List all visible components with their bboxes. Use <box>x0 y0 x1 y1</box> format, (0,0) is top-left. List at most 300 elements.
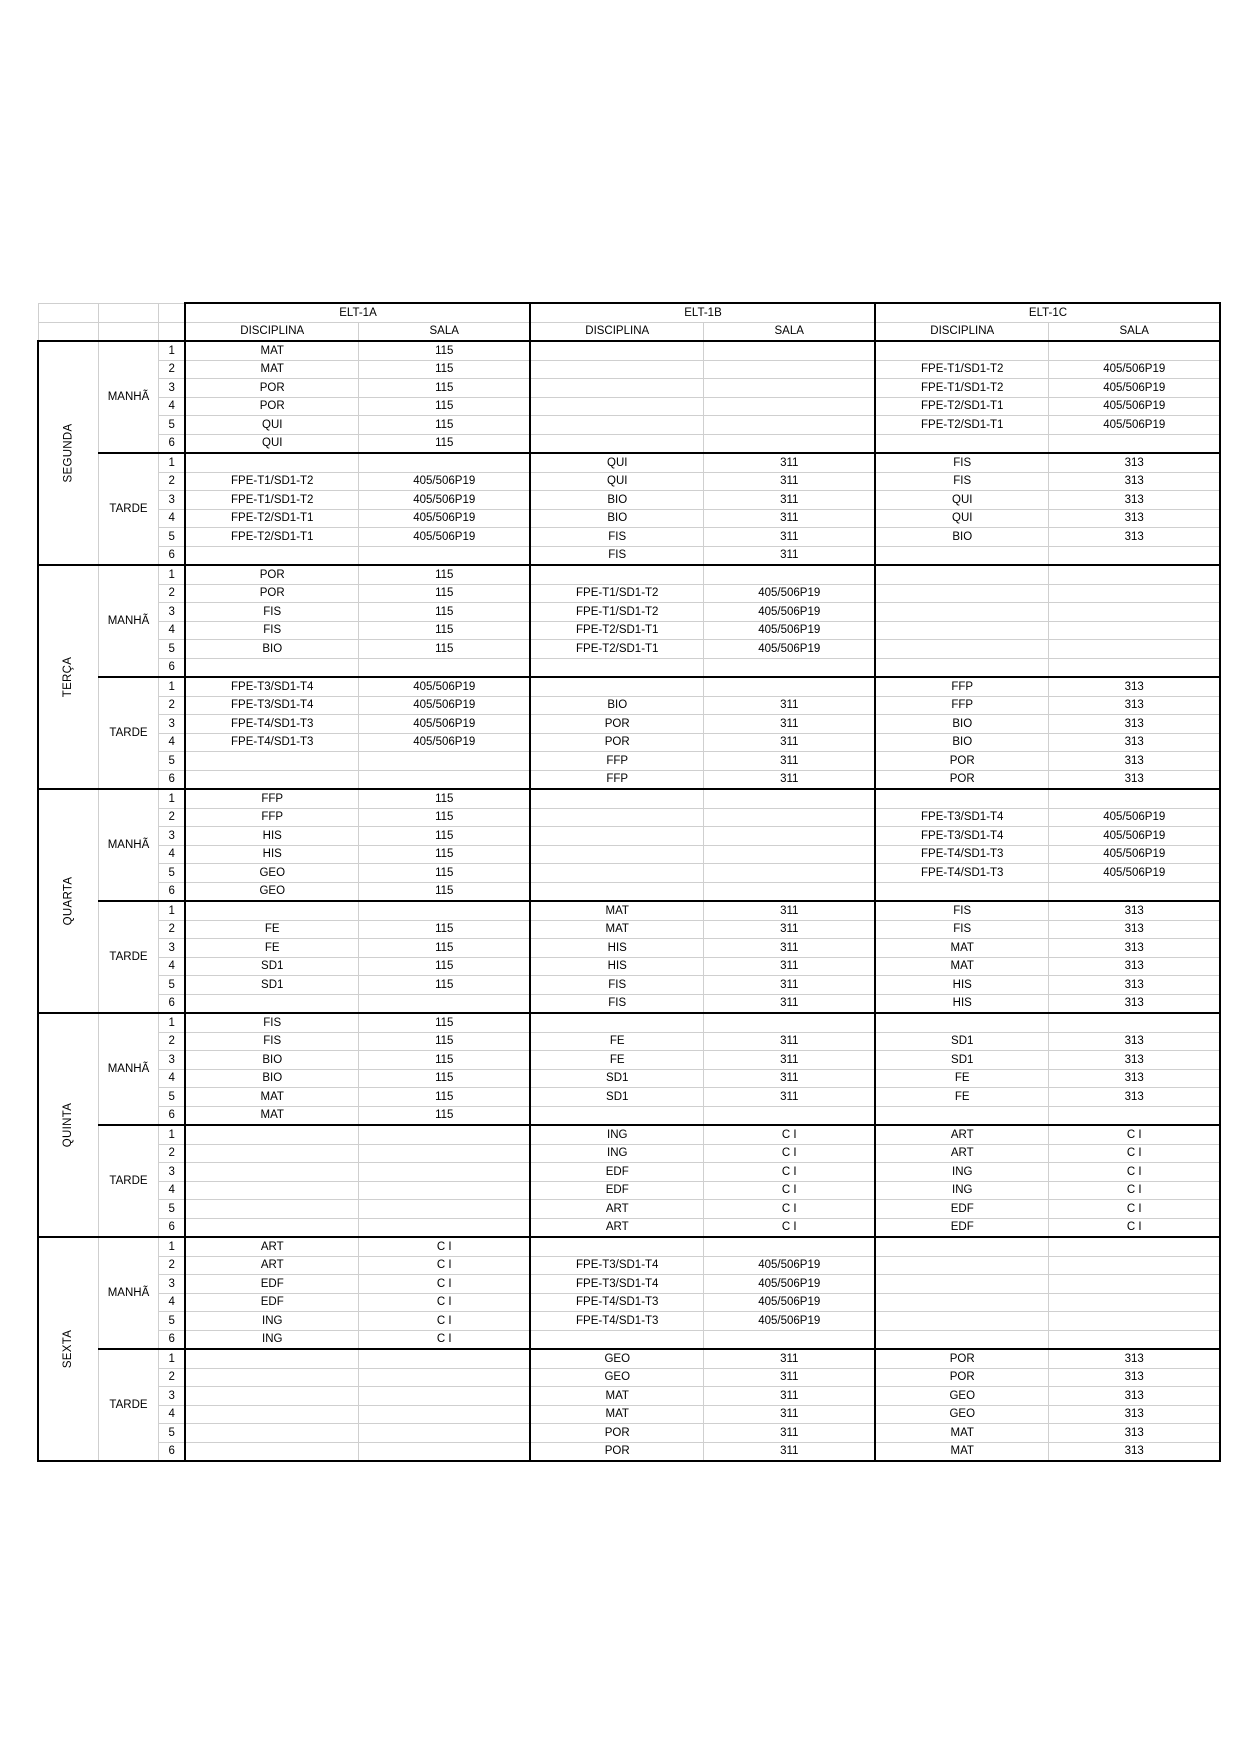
sala-cell: 311 <box>703 528 875 547</box>
sala-cell: 405/506P19 <box>358 696 530 715</box>
disciplina-cell <box>875 789 1048 808</box>
table-row <box>38 546 1220 565</box>
disciplina-cell: FPE-T2/SD1-T1 <box>185 509 358 528</box>
disciplina-cell <box>185 1424 358 1443</box>
sala-cell <box>358 658 530 677</box>
disciplina-cell: FIS <box>530 546 703 565</box>
disciplina-cell: BIO <box>530 509 703 528</box>
sala-cell: 115 <box>358 341 530 360</box>
shift-label: TARDE <box>98 1125 158 1237</box>
disciplina-cell <box>875 882 1048 901</box>
disciplina-cell: MAT <box>530 1405 703 1424</box>
disciplina-cell: MAT <box>875 939 1048 958</box>
disciplina-cell <box>530 808 703 827</box>
sala-cell: C I <box>1048 1144 1220 1163</box>
table-row <box>38 957 1220 976</box>
sala-cell: 115 <box>358 827 530 846</box>
disciplina-cell: ART <box>530 1200 703 1219</box>
period-number: 4 <box>158 1405 185 1424</box>
disciplina-cell: BIO <box>530 491 703 510</box>
sala-cell: 115 <box>358 416 530 435</box>
disciplina-cell: POR <box>875 1349 1048 1368</box>
disciplina-cell: FPE-T2/SD1-T1 <box>530 640 703 659</box>
sala-cell <box>703 882 875 901</box>
sala-cell <box>1048 658 1220 677</box>
disciplina-cell: FPE-T4/SD1-T3 <box>875 864 1048 883</box>
sala-cell <box>1048 789 1220 808</box>
period-number: 6 <box>158 770 185 789</box>
disciplina-cell: POR <box>875 752 1048 771</box>
period-number: 4 <box>158 1293 185 1312</box>
disciplina-cell <box>530 1106 703 1125</box>
sala-cell: C I <box>1048 1181 1220 1200</box>
disciplina-cell: GEO <box>875 1405 1048 1424</box>
disciplina-cell <box>875 1106 1048 1125</box>
disciplina-cell: EDF <box>185 1275 358 1294</box>
sala-cell: 115 <box>358 603 530 622</box>
disciplina-cell <box>185 1387 358 1406</box>
disciplina-cell: SD1 <box>875 1051 1048 1070</box>
disciplina-cell: HIS <box>875 994 1048 1013</box>
sala-cell: 313 <box>1048 1349 1220 1368</box>
period-number: 1 <box>158 453 185 472</box>
period-number: 5 <box>158 752 185 771</box>
sala-cell: C I <box>358 1237 530 1256</box>
disciplina-cell <box>530 1330 703 1349</box>
sala-cell: 115 <box>358 939 530 958</box>
sala-cell <box>358 546 530 565</box>
sala-cell <box>358 770 530 789</box>
disciplina-cell: FE <box>530 1051 703 1070</box>
table-row <box>38 1125 1220 1144</box>
sala-cell <box>703 1106 875 1125</box>
disciplina-cell <box>530 379 703 398</box>
disciplina-cell <box>530 397 703 416</box>
period-number: 5 <box>158 1088 185 1107</box>
disciplina-cell <box>185 1218 358 1237</box>
disciplina-cell <box>185 546 358 565</box>
disciplina-cell: MAT <box>875 957 1048 976</box>
sala-cell: 311 <box>703 715 875 734</box>
table-row <box>38 827 1220 846</box>
sala-cell: 311 <box>703 1387 875 1406</box>
sala-cell: 115 <box>358 360 530 379</box>
disciplina-cell <box>530 658 703 677</box>
period-number: 1 <box>158 901 185 920</box>
disciplina-cell <box>185 770 358 789</box>
sala-cell: 311 <box>703 920 875 939</box>
disciplina-cell <box>875 1293 1048 1312</box>
disciplina-cell: GEO <box>875 1387 1048 1406</box>
day-label-cell <box>38 1013 98 1237</box>
disciplina-cell <box>185 901 358 920</box>
sala-cell <box>1048 1275 1220 1294</box>
sala-cell: 115 <box>358 1106 530 1125</box>
table-row <box>38 565 1220 584</box>
disciplina-cell: HIS <box>185 827 358 846</box>
table-row <box>38 1088 1220 1107</box>
class-header: ELT-1A <box>185 303 530 322</box>
disciplina-cell: BIO <box>185 1069 358 1088</box>
table-row <box>38 1069 1220 1088</box>
disciplina-cell: ING <box>875 1163 1048 1182</box>
disciplina-cell <box>185 1368 358 1387</box>
table-row <box>38 509 1220 528</box>
sala-cell: 313 <box>1048 1405 1220 1424</box>
disciplina-cell: BIO <box>875 715 1048 734</box>
table-row <box>38 1163 1220 1182</box>
period-number: 3 <box>158 1275 185 1294</box>
disciplina-cell: QUI <box>530 472 703 491</box>
sala-cell: 405/506P19 <box>703 1256 875 1275</box>
period-number: 3 <box>158 1051 185 1070</box>
sala-cell: C I <box>358 1275 530 1294</box>
period-number: 5 <box>158 528 185 547</box>
disciplina-cell: ING <box>875 1181 1048 1200</box>
table-row <box>38 920 1220 939</box>
period-number: 1 <box>158 1349 185 1368</box>
sala-cell <box>703 397 875 416</box>
period-number: 2 <box>158 920 185 939</box>
period-number: 5 <box>158 416 185 435</box>
sala-cell: C I <box>703 1144 875 1163</box>
sala-cell <box>1048 1013 1220 1032</box>
period-number: 3 <box>158 1387 185 1406</box>
disciplina-cell <box>875 546 1048 565</box>
sala-cell <box>358 752 530 771</box>
sala-cell: 115 <box>358 864 530 883</box>
table-row <box>38 621 1220 640</box>
subheader-disciplina: DISCIPLINA <box>875 322 1048 341</box>
disciplina-cell: FIS <box>530 976 703 995</box>
sala-cell <box>703 1237 875 1256</box>
disciplina-cell <box>875 1237 1048 1256</box>
disciplina-cell: BIO <box>875 733 1048 752</box>
disciplina-cell: HIS <box>185 845 358 864</box>
period-number: 5 <box>158 1312 185 1331</box>
disciplina-cell: EDF <box>185 1293 358 1312</box>
disciplina-cell: FPE-T1/SD1-T2 <box>530 603 703 622</box>
period-number: 1 <box>158 1013 185 1032</box>
disciplina-cell: FE <box>185 920 358 939</box>
sala-cell: 313 <box>1048 528 1220 547</box>
table-row <box>38 1013 1220 1032</box>
disciplina-cell: BIO <box>530 696 703 715</box>
disciplina-cell <box>875 603 1048 622</box>
sala-cell: C I <box>1048 1163 1220 1182</box>
disciplina-cell <box>875 658 1048 677</box>
sala-cell: 313 <box>1048 733 1220 752</box>
sala-cell: 115 <box>358 976 530 995</box>
sala-cell <box>703 658 875 677</box>
disciplina-cell: POR <box>875 770 1048 789</box>
disciplina-cell: MAT <box>185 360 358 379</box>
disciplina-cell: FPE-T1/SD1-T2 <box>185 491 358 510</box>
sala-cell: 405/506P19 <box>358 509 530 528</box>
disciplina-cell <box>530 845 703 864</box>
sala-cell: C I <box>703 1163 875 1182</box>
shift-label: MANHÃ <box>98 1013 158 1125</box>
sala-cell <box>1048 640 1220 659</box>
disciplina-cell <box>530 434 703 453</box>
sala-cell: 405/506P19 <box>358 528 530 547</box>
day-label-cell <box>38 789 98 1013</box>
table-row <box>38 1293 1220 1312</box>
sala-cell: 313 <box>1048 770 1220 789</box>
disciplina-cell: FPE-T1/SD1-T2 <box>185 472 358 491</box>
table-row <box>38 976 1220 995</box>
sala-cell: 405/506P19 <box>358 715 530 734</box>
class-header: ELT-1C <box>875 303 1220 322</box>
disciplina-cell: EDF <box>530 1163 703 1182</box>
sala-cell <box>1048 341 1220 360</box>
sala-cell: 311 <box>703 994 875 1013</box>
corner-cell <box>158 322 185 341</box>
table-row <box>38 752 1220 771</box>
sala-cell <box>1048 1330 1220 1349</box>
table-row <box>38 901 1220 920</box>
sala-cell: 313 <box>1048 920 1220 939</box>
shift-label: TARDE <box>98 901 158 1013</box>
sala-cell: 311 <box>703 1424 875 1443</box>
sala-cell <box>703 845 875 864</box>
disciplina-cell: FFP <box>875 696 1048 715</box>
table-row <box>38 1442 1220 1461</box>
disciplina-cell: MAT <box>530 901 703 920</box>
period-number: 6 <box>158 1330 185 1349</box>
table-row <box>38 1256 1220 1275</box>
disciplina-cell: FIS <box>875 920 1048 939</box>
table-row <box>38 1387 1220 1406</box>
disciplina-cell <box>185 1349 358 1368</box>
shift-label: TARDE <box>98 1349 158 1461</box>
period-number: 3 <box>158 827 185 846</box>
table-row <box>38 360 1220 379</box>
sala-cell <box>1048 546 1220 565</box>
sala-cell <box>1048 434 1220 453</box>
sala-cell: 115 <box>358 1013 530 1032</box>
sala-cell <box>703 677 875 696</box>
disciplina-cell: POR <box>530 1442 703 1461</box>
sala-cell: 311 <box>703 733 875 752</box>
disciplina-cell <box>875 640 1048 659</box>
sala-cell: 311 <box>703 509 875 528</box>
disciplina-cell: FPE-T1/SD1-T2 <box>530 584 703 603</box>
period-number: 5 <box>158 976 185 995</box>
disciplina-cell <box>530 360 703 379</box>
disciplina-cell <box>875 1330 1048 1349</box>
sala-cell <box>1048 584 1220 603</box>
sala-cell <box>703 1013 875 1032</box>
sala-cell <box>358 901 530 920</box>
subheader-sala: SALA <box>703 322 875 341</box>
sala-cell: 311 <box>703 1051 875 1070</box>
disciplina-cell: FIS <box>185 1013 358 1032</box>
table-row <box>38 1200 1220 1219</box>
sala-cell: 311 <box>703 1088 875 1107</box>
table-row <box>38 658 1220 677</box>
sala-cell: 311 <box>703 453 875 472</box>
corner-cell <box>98 303 158 322</box>
disciplina-cell <box>185 1200 358 1219</box>
sala-cell: 405/506P19 <box>703 621 875 640</box>
sala-cell: 115 <box>358 789 530 808</box>
sala-cell <box>703 416 875 435</box>
sala-cell <box>1048 1106 1220 1125</box>
disciplina-cell: FFP <box>530 752 703 771</box>
sala-cell <box>703 341 875 360</box>
disciplina-cell: FPE-T2/SD1-T1 <box>875 397 1048 416</box>
disciplina-cell <box>185 1181 358 1200</box>
sala-cell <box>358 1387 530 1406</box>
disciplina-cell: EDF <box>530 1181 703 1200</box>
disciplina-cell: FPE-T4/SD1-T3 <box>530 1293 703 1312</box>
disciplina-cell: BIO <box>185 1051 358 1070</box>
disciplina-cell: ART <box>875 1144 1048 1163</box>
sala-cell <box>358 1218 530 1237</box>
table-row <box>38 696 1220 715</box>
sala-cell: 115 <box>358 808 530 827</box>
period-number: 1 <box>158 1125 185 1144</box>
period-number: 1 <box>158 677 185 696</box>
sala-cell: 405/506P19 <box>1048 827 1220 846</box>
disciplina-cell: FPE-T3/SD1-T4 <box>875 827 1048 846</box>
corner-cell <box>38 303 98 322</box>
header-row-classes <box>38 303 1220 322</box>
period-number: 2 <box>158 696 185 715</box>
table-row <box>38 379 1220 398</box>
period-number: 2 <box>158 360 185 379</box>
disciplina-cell: POR <box>185 584 358 603</box>
disciplina-cell: EDF <box>875 1218 1048 1237</box>
sala-cell: 115 <box>358 397 530 416</box>
sala-cell: 311 <box>703 1349 875 1368</box>
disciplina-cell: FIS <box>185 603 358 622</box>
disciplina-cell: FIS <box>875 472 1048 491</box>
disciplina-cell: FIS <box>875 453 1048 472</box>
sala-cell <box>358 994 530 1013</box>
disciplina-cell: ART <box>530 1218 703 1237</box>
table-row <box>38 1405 1220 1424</box>
sala-cell: 405/506P19 <box>1048 397 1220 416</box>
table-row <box>38 1032 1220 1051</box>
sala-cell: 311 <box>703 546 875 565</box>
disciplina-cell <box>530 882 703 901</box>
disciplina-cell: FPE-T2/SD1-T1 <box>530 621 703 640</box>
period-number: 1 <box>158 341 185 360</box>
disciplina-cell: POR <box>530 715 703 734</box>
shift-label: MANHÃ <box>98 789 158 901</box>
sala-cell: 311 <box>703 1069 875 1088</box>
disciplina-cell: BIO <box>185 640 358 659</box>
table-row <box>38 491 1220 510</box>
period-number: 4 <box>158 733 185 752</box>
table-row <box>38 808 1220 827</box>
shift-label: MANHÃ <box>98 341 158 453</box>
sala-cell <box>1048 621 1220 640</box>
disciplina-cell <box>530 1013 703 1032</box>
sala-cell: 313 <box>1048 715 1220 734</box>
disciplina-cell <box>530 1237 703 1256</box>
disciplina-cell: SD1 <box>185 957 358 976</box>
period-number: 1 <box>158 565 185 584</box>
period-number: 6 <box>158 1106 185 1125</box>
sala-cell <box>358 453 530 472</box>
period-number: 5 <box>158 1424 185 1443</box>
disciplina-cell: MAT <box>875 1442 1048 1461</box>
sala-cell: 313 <box>1048 509 1220 528</box>
sala-cell: 405/506P19 <box>1048 379 1220 398</box>
disciplina-cell: MAT <box>875 1424 1048 1443</box>
sala-cell: C I <box>358 1312 530 1331</box>
shift-label: MANHÃ <box>98 565 158 677</box>
period-number: 4 <box>158 621 185 640</box>
table-row <box>38 733 1220 752</box>
period-number: 4 <box>158 397 185 416</box>
disciplina-cell: FPE-T4/SD1-T3 <box>875 845 1048 864</box>
sala-cell: 115 <box>358 640 530 659</box>
table-row <box>38 770 1220 789</box>
sala-cell: 311 <box>703 472 875 491</box>
sala-cell: 405/506P19 <box>358 733 530 752</box>
corner-cell <box>158 303 185 322</box>
subheader-disciplina: DISCIPLINA <box>530 322 703 341</box>
sala-cell <box>358 1349 530 1368</box>
sala-cell: 313 <box>1048 939 1220 958</box>
disciplina-cell: QUI <box>875 509 1048 528</box>
disciplina-cell: GEO <box>530 1349 703 1368</box>
sala-cell: 311 <box>703 1442 875 1461</box>
sala-cell: C I <box>358 1256 530 1275</box>
sala-cell <box>358 1442 530 1461</box>
sala-cell <box>358 1424 530 1443</box>
table-row <box>38 939 1220 958</box>
table-row <box>38 453 1220 472</box>
period-number: 2 <box>158 584 185 603</box>
sala-cell <box>358 1368 530 1387</box>
sala-cell: 311 <box>703 957 875 976</box>
table-row <box>38 994 1220 1013</box>
sala-cell: 311 <box>703 752 875 771</box>
subheader-disciplina: DISCIPLINA <box>185 322 358 341</box>
disciplina-cell: QUI <box>875 491 1048 510</box>
disciplina-cell: FIS <box>875 901 1048 920</box>
sala-cell: 115 <box>358 882 530 901</box>
table-row <box>38 434 1220 453</box>
disciplina-cell <box>530 341 703 360</box>
sala-cell: 311 <box>703 1405 875 1424</box>
disciplina-cell <box>185 453 358 472</box>
sala-cell <box>703 360 875 379</box>
disciplina-cell: GEO <box>530 1368 703 1387</box>
period-number: 5 <box>158 1200 185 1219</box>
sala-cell <box>703 565 875 584</box>
period-number: 4 <box>158 845 185 864</box>
sala-cell: 405/506P19 <box>703 1275 875 1294</box>
shift-label: MANHÃ <box>98 1237 158 1349</box>
sala-cell: 313 <box>1048 1051 1220 1070</box>
sala-cell: C I <box>703 1181 875 1200</box>
disciplina-cell: SD1 <box>530 1069 703 1088</box>
sala-cell: 311 <box>703 770 875 789</box>
sala-cell: 405/506P19 <box>358 472 530 491</box>
disciplina-cell <box>530 677 703 696</box>
table-row <box>38 1181 1220 1200</box>
disciplina-cell: MAT <box>185 1088 358 1107</box>
disciplina-cell <box>875 584 1048 603</box>
subheader-sala: SALA <box>1048 322 1220 341</box>
sala-cell: 313 <box>1048 1368 1220 1387</box>
